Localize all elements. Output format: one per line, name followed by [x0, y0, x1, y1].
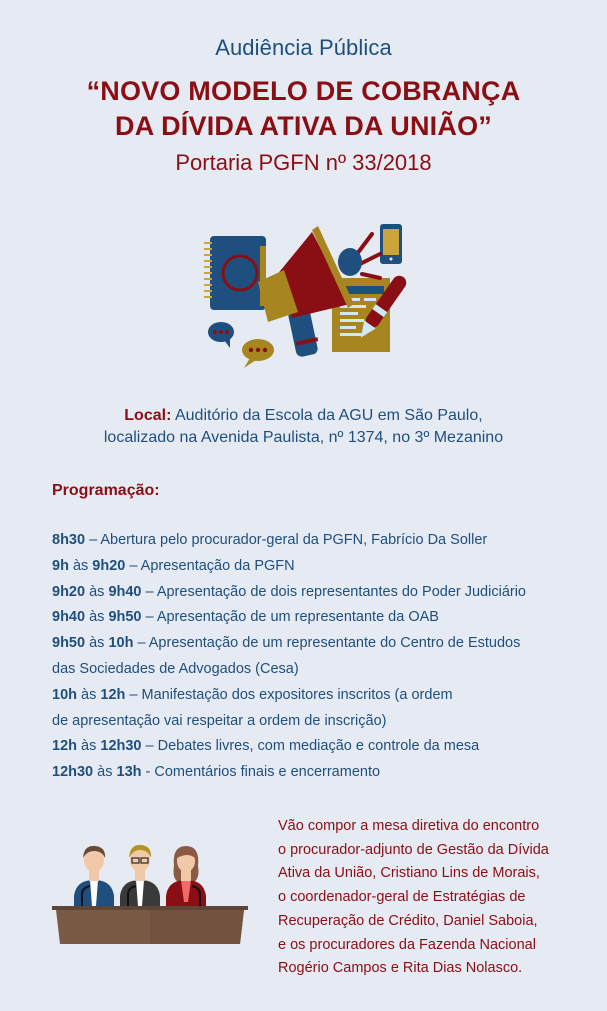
end-time: 10h: [108, 635, 134, 652]
schedule-item: 9h40 às 9h50 – Apresentação de um representante da OAB: [52, 609, 439, 626]
event-title-line-1: “NOVO MODELO DE COBRANÇA: [86, 76, 521, 106]
item-description: - Comentários finais e encerramento: [141, 764, 381, 781]
start-time: 9h20: [52, 583, 86, 600]
item-description: – Apresentação da PGFN: [125, 557, 295, 574]
schedule-heading: Programação:: [52, 482, 160, 499]
schedule-item: 9h50 às 10h – Apresentação de um representante do Centro de Estudos das Sociedades de Advogados (Cesa): [52, 635, 521, 677]
schedule-item: 9h20 às 9h40 – Apresentação de dois representantes do Poder Judiciário: [52, 583, 526, 600]
board-line: Rogério Campos e Rita Dias Nolasco.: [278, 960, 523, 977]
board-line: o coordenador-geral de Estratégias de: [278, 889, 526, 906]
end-time: 12h: [100, 686, 126, 703]
speech-bubble-icon: [208, 322, 234, 348]
item-description: – Apresentação de um representante da OAB: [141, 609, 439, 626]
event-title: [0, 74, 607, 144]
board-line: e os procuradores da Fazenda Nacional: [278, 936, 536, 953]
start-time: 12h: [52, 738, 77, 755]
person-man-blue-suit-icon: [74, 846, 114, 908]
smartphone-icon: [380, 224, 402, 264]
schedule-item: 12h30 às 13h - Comentários finais e encerramento: [52, 764, 381, 781]
schedule-list: [52, 528, 572, 786]
venue-line-2: localizado na Avenida Paulista, nº 1374, no 3º Mezanino: [103, 429, 504, 446]
start-time: 12h30: [52, 764, 94, 781]
event-type-label: Audiência Pública: [215, 35, 392, 60]
panel-table-illustration: [52, 836, 248, 946]
end-time: 12h30: [100, 738, 142, 755]
notebook-icon: [204, 236, 266, 310]
start-time: 9h: [52, 557, 69, 574]
item-description: – Manifestação dos expositores inscritos (a ordem de apresentação vai respeitar a ordem de inscrição): [52, 686, 453, 729]
schedule-item: 10h às 12h – Manifestação dos expositores inscritos (a ordem de apresentação vai respeitar a ordem de inscrição): [52, 686, 453, 729]
end-time: 13h: [116, 764, 142, 781]
schedule-item: 9h às 9h20 – Apresentação da PGFN: [52, 557, 295, 574]
person-man-glasses-icon: [120, 845, 160, 908]
table-icon: [52, 906, 248, 944]
item-description: – Apresentação de dois representantes do Poder Judiciário: [141, 583, 526, 600]
schedule-item: [52, 528, 572, 554]
item-description: – Abertura pelo procurador-geral da PGFN, Fabrício Da Soller: [85, 532, 488, 548]
start-time: 9h50: [52, 635, 86, 652]
speech-bubble-icon: [242, 339, 274, 368]
venue-info: [0, 405, 607, 449]
board-line: Vão compor a mesa diretiva do encontro: [278, 818, 540, 834]
schedule-item: 12h às 12h30 – Debates livres, com mediação e controle da mesa: [52, 738, 480, 755]
end-time: 9h50: [108, 609, 142, 626]
end-time: 9h40: [108, 583, 142, 600]
event-title-line-2: DA DÍVIDA ATIVA DA UNIÃO”: [115, 111, 492, 141]
end-time: 9h20: [92, 557, 126, 574]
venue-line-1: [0, 405, 607, 427]
item-description: – Debates livres, com mediação e controle da mesa: [141, 738, 480, 755]
item-description: – Apresentação de um representante do Centro de Estudos das Sociedades de Advogados (Cesa): [52, 635, 521, 677]
board-line: Recuperação de Crédito, Daniel Saboia,: [278, 912, 538, 929]
board-line: Ativa da União, Cristiano Lins de Morais,: [278, 865, 540, 882]
board-line: o procurador-adjunto de Gestão da Dívida: [278, 841, 549, 858]
start-time: 10h: [52, 686, 77, 703]
start-time: 9h40: [52, 609, 86, 626]
start-time: 8h30: [52, 532, 86, 548]
megaphone-illustration: [200, 212, 410, 372]
venue-name: Auditório da Escola da AGU em São Paulo,: [171, 407, 483, 424]
board-members-description: [278, 815, 578, 981]
portaria-reference: Portaria PGFN nº 33/2018: [175, 150, 432, 175]
venue-label: Local:: [124, 407, 172, 424]
